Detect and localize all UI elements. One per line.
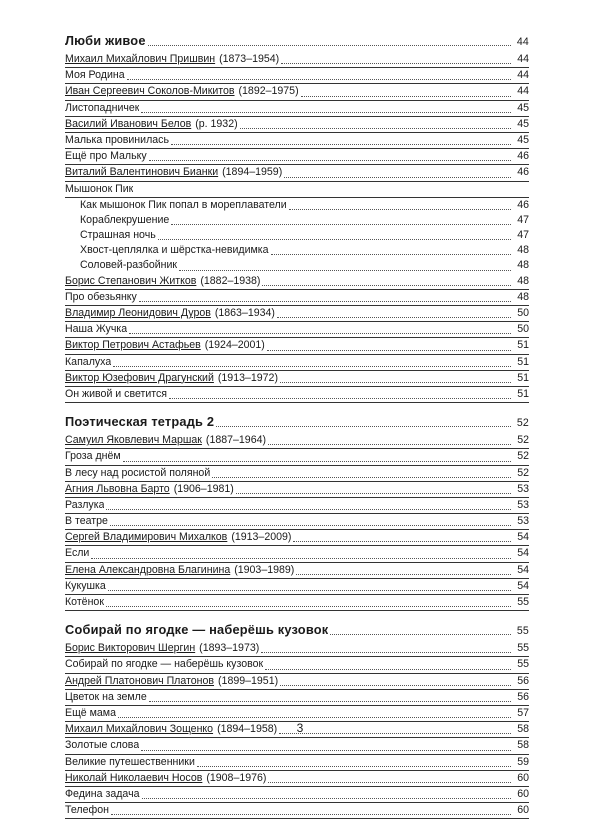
toc-author-entry [65, 117, 529, 133]
toc-work-entry [65, 546, 529, 562]
author-name-with-years [65, 165, 282, 180]
page-ref: 60 [517, 804, 529, 817]
toc-author-entry [65, 771, 529, 787]
toc-author-entry [65, 306, 529, 322]
author-years: (1892–1975) [238, 85, 299, 98]
author-name: Виталий Валентинович Бианки [65, 166, 219, 179]
entry-title: Малька провинилась [65, 133, 169, 146]
dot-leader [129, 333, 511, 334]
entry-title: Про обезьянку [65, 290, 137, 303]
entry-title: Золотые слова [65, 739, 140, 752]
author-name-with-years [65, 771, 266, 786]
entry-title: Если [65, 547, 90, 560]
dot-leader [289, 209, 511, 210]
dot-leader [111, 814, 511, 815]
dot-leader [212, 477, 511, 478]
author-name-with-years [65, 530, 291, 545]
entry-title: Собирай по ягодке — наберёшь кузовок [65, 658, 264, 671]
author-name-with-years [65, 306, 275, 321]
entry-title: Наша Жучка [65, 323, 128, 336]
author-years: (1906–1981) [173, 482, 234, 495]
page-ref: 47 [517, 229, 529, 242]
toc-work-entry [65, 803, 529, 819]
toc-author-entry [65, 433, 529, 449]
dot-leader [197, 766, 511, 767]
page-ref: 53 [517, 482, 529, 495]
author-name-with-years [65, 52, 279, 67]
toc-work-entry [65, 579, 529, 595]
author-name-with-years [65, 84, 299, 99]
page-ref: 44 [516, 36, 529, 48]
toc-work-entry [65, 466, 529, 482]
toc-author-entry [65, 338, 529, 354]
dot-leader [139, 301, 511, 302]
page-ref: 50 [517, 307, 529, 319]
author-name: Борис Викторович Шергин [65, 642, 196, 655]
page-ref: 55 [516, 625, 529, 638]
entry-title: Цветок на земле [65, 690, 147, 703]
page-ref: 46 [517, 166, 529, 179]
toc-work-entry [65, 514, 529, 530]
author-years: (1899–1951) [218, 674, 279, 687]
toc-author-entry [65, 530, 529, 546]
author-years: (1903–1989) [234, 563, 295, 576]
author-name-with-years [65, 371, 278, 386]
author-name: Борис Степанович Житков [65, 274, 197, 287]
dot-leader [262, 285, 511, 286]
dot-leader [236, 493, 511, 494]
entry-title: Гроза днём [65, 450, 121, 463]
page-ref: 53 [517, 498, 529, 511]
author-name-with-years [65, 338, 265, 353]
toc-section-heading [65, 411, 529, 433]
page-ref: 55 [517, 596, 529, 608]
page-ref: 59 [517, 755, 529, 768]
author-years: (1894–1959) [222, 166, 283, 179]
author-name: Михаил Михайлович Зощенко [65, 723, 214, 736]
dot-leader [118, 717, 511, 718]
page-ref: 44 [517, 69, 529, 82]
author-name: Иван Сергеевич Соколов-Микитов [65, 85, 235, 98]
dot-leader [91, 558, 511, 559]
dot-leader [271, 254, 511, 255]
toc-work-entry [65, 387, 529, 403]
author-name-with-years [65, 433, 266, 448]
dot-leader [141, 112, 511, 113]
toc-subentry [65, 213, 529, 228]
dot-leader [268, 444, 511, 445]
entry-title: В лесу над росистой поляной [65, 466, 211, 479]
dot-leader [179, 270, 511, 271]
page-ref: 46 [517, 198, 529, 211]
page-ref: 48 [517, 274, 529, 287]
toc-work-entry [65, 133, 529, 149]
page-ref: 54 [517, 563, 529, 576]
toc-work-entry [65, 595, 529, 611]
dot-leader [142, 798, 512, 799]
toc-author-entry [65, 165, 529, 181]
page-ref: 55 [517, 642, 529, 655]
page-ref: 44 [517, 85, 529, 98]
entry-title: Кораблекрушение [80, 213, 170, 226]
toc-author-entry [65, 482, 529, 498]
page-ref: 44 [517, 53, 529, 65]
author-name-with-years [65, 641, 259, 656]
toc-work-entry [65, 657, 529, 673]
toc-work-entry [65, 355, 529, 371]
toc-author-entry [65, 641, 529, 657]
author-name: Михаил Михайлович Пришвин [65, 53, 216, 65]
page-ref: 46 [517, 150, 529, 163]
page-ref: 60 [517, 771, 529, 784]
dot-leader [268, 782, 511, 783]
author-name-with-years [65, 674, 278, 689]
toc-work-entry [65, 787, 529, 803]
entry-title: В театре [65, 515, 108, 528]
toc-work-entry [65, 149, 529, 165]
page-ref: 48 [517, 244, 529, 257]
dot-leader [127, 79, 511, 80]
page-ref: 58 [517, 739, 529, 752]
author-years: (1924–2001) [204, 339, 265, 352]
author-years: (1908–1976) [206, 771, 267, 784]
dot-leader [261, 652, 511, 653]
author-name-with-years [65, 482, 234, 497]
dot-leader [277, 317, 511, 318]
dot-leader [330, 634, 511, 635]
dot-leader [284, 177, 511, 178]
toc-work-entry [65, 690, 529, 706]
author-years: (1913–2009) [231, 531, 292, 544]
dot-leader [106, 606, 511, 607]
toc-subentry [65, 243, 529, 258]
toc-work-entry [65, 322, 529, 338]
toc-section-heading [65, 30, 529, 52]
dot-leader [301, 96, 511, 97]
entry-title: Капалуха [65, 355, 112, 368]
author-years: (1887–1964) [205, 434, 267, 447]
page-ref: 58 [517, 723, 529, 736]
entry-title: Листопадничек [65, 101, 140, 114]
dot-leader [296, 574, 511, 575]
table-of-contents [65, 30, 529, 819]
page-ref: 52 [517, 450, 529, 463]
author-name-with-years [65, 274, 260, 289]
entry-title: Моя Родина [65, 69, 125, 82]
dot-leader [171, 144, 511, 145]
author-name: Самуил Яковлевич Маршак [65, 434, 202, 447]
dot-leader [293, 541, 511, 542]
author-name: Виктор Юзефович Драгунский [65, 371, 214, 384]
page-ref: 45 [517, 133, 529, 146]
toc-author-entry [65, 371, 529, 387]
author-name: Сергей Владимирович Михалков [65, 531, 228, 544]
dot-leader [108, 590, 511, 591]
toc-subentry [65, 198, 529, 213]
page-ref: 54 [517, 579, 529, 592]
author-years: (р. 1932) [195, 117, 238, 130]
entry-title: Кукушка [65, 579, 106, 592]
toc-work-entry [65, 101, 529, 117]
author-name-with-years [65, 117, 238, 132]
page-ref: 56 [517, 690, 529, 703]
page-ref: 54 [517, 531, 529, 544]
dot-leader [158, 239, 511, 240]
page-ref: 57 [517, 706, 529, 719]
dot-leader [148, 45, 511, 46]
toc-author-entry [65, 563, 529, 579]
section-title: Собирай по ягодке — наберёшь кузовок [65, 622, 329, 638]
entry-title: Телефон [65, 804, 109, 817]
author-name: Василий Иванович Белов [65, 117, 192, 130]
toc-work-entry [65, 449, 529, 465]
entry-title: Ещё мама [65, 706, 116, 719]
entry-title: Котёнок [65, 596, 104, 608]
author-years: (1863–1934) [214, 307, 275, 319]
page-ref: 53 [517, 515, 529, 528]
author-years: (1894–1958) [217, 723, 278, 736]
page-ref: 55 [517, 658, 529, 671]
author-years: (1893–1973) [199, 642, 260, 655]
page-ref: 54 [517, 547, 529, 560]
page-ref: 52 [517, 434, 529, 447]
author-name: Николай Николаевич Носов [65, 771, 203, 784]
entry-title: Как мышонок Пик попал в мореплаватели [80, 198, 287, 211]
dot-leader [267, 350, 511, 351]
dot-leader [149, 160, 511, 161]
toc-section-heading [65, 619, 529, 641]
author-years: (1913–1972) [217, 371, 278, 384]
toc-work-entry [65, 706, 529, 722]
page-ref: 56 [517, 674, 529, 687]
entry-title: Хвост-цеплялка и шёрстка-невидимка [80, 244, 269, 257]
page-ref: 48 [517, 290, 529, 303]
author-name: Владимир Леонидович Дуров [65, 307, 211, 319]
dot-leader [265, 669, 511, 670]
dot-leader [280, 382, 511, 383]
toc-author-entry [65, 52, 529, 68]
dot-leader [280, 685, 511, 686]
toc-work-entry [65, 738, 529, 754]
dot-leader [240, 128, 511, 129]
toc-subentry [65, 258, 529, 273]
author-years: (1873–1954) [219, 53, 280, 65]
entry-title: Страшная ночь [80, 229, 156, 242]
entry-title: Он живой и светится [65, 387, 168, 400]
dot-leader [123, 461, 511, 462]
toc-work-entry [65, 498, 529, 514]
page-ref: 45 [517, 101, 529, 114]
toc-work-entry [65, 182, 529, 198]
section-title: Люби живое [65, 33, 146, 48]
entry-title: Мышонок Пик [65, 182, 134, 195]
page-ref: 47 [517, 213, 529, 226]
author-years: (1882–1938) [200, 274, 261, 287]
page-ref: 52 [517, 466, 529, 479]
dot-leader [113, 366, 511, 367]
toc-work-entry [65, 68, 529, 84]
dot-leader [169, 398, 511, 399]
page-ref: 52 [516, 417, 529, 430]
dot-leader [171, 224, 511, 225]
author-name: Агния Львовна Барто [65, 482, 170, 495]
page-number: 3 [296, 721, 304, 735]
author-name: Виктор Петрович Астафьев [65, 339, 201, 352]
toc-author-entry [65, 274, 529, 290]
page-ref: 51 [517, 355, 529, 368]
toc-work-entry [65, 755, 529, 771]
entry-title: Ещё про Мальку [65, 150, 147, 163]
entry-title: Федина задача [65, 787, 140, 800]
author-name-with-years [65, 563, 294, 578]
dot-leader [110, 525, 511, 526]
page-ref: 48 [517, 259, 529, 272]
toc-author-entry [65, 84, 529, 100]
page-ref: 50 [517, 323, 529, 336]
dot-leader [216, 426, 511, 427]
author-name: Андрей Платонович Платонов [65, 674, 215, 687]
entry-title: Великие путешественники [65, 755, 195, 768]
page-ref: 45 [517, 117, 529, 130]
dot-leader [149, 701, 511, 702]
page-ref: 51 [517, 371, 529, 384]
entry-title: Разлука [65, 498, 105, 511]
section-title: Поэтическая тетрадь 2 [65, 414, 215, 430]
author-name: Елена Александровна Благинина [65, 563, 231, 576]
dot-leader [281, 63, 511, 64]
entry-title: Соловей-разбойник [80, 259, 178, 272]
toc-work-entry [65, 290, 529, 306]
toc-author-entry [65, 674, 529, 690]
page-ref: 60 [517, 787, 529, 800]
page-ref: 51 [517, 387, 529, 400]
toc-subentry [65, 228, 529, 243]
dot-leader [106, 509, 511, 510]
page-ref: 51 [517, 339, 529, 352]
